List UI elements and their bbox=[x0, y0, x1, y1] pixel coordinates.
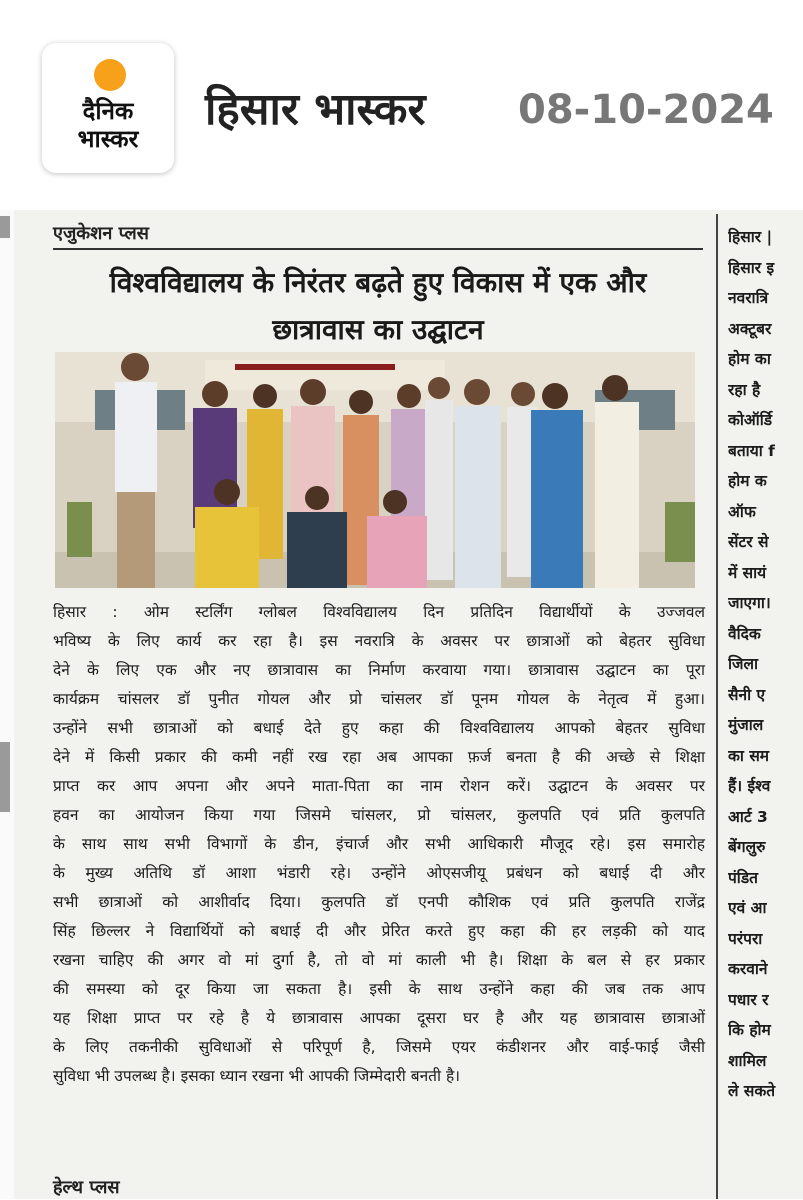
right-column-line: जिला bbox=[728, 655, 759, 673]
body-line: सिंह छिल्लर ने विद्यार्थियों को बधाई दी और प्रेरित करते हुए कहा की हर लड़की को याद bbox=[53, 922, 705, 940]
body-line: भविष्य के लिए कार्य कर रहा है। इस नवरात्रि के अवसर पर छात्राओं को बेहतर सुविधा bbox=[53, 632, 705, 650]
group-photo-illustration bbox=[55, 352, 695, 588]
right-column-line: ले सकते bbox=[728, 1082, 776, 1100]
body-line: प्राप्त कर आप अपना और अपने माता-पिता का नाम रोशन करें। उद्घाटन के अवसर पर bbox=[53, 777, 705, 795]
section-label: एजुकेशन प्लस bbox=[53, 222, 703, 250]
body-line: देने के लिए एक और नए छात्रावास का निर्माण करवाया गया। छात्रावास उद्घाटन का पूरा bbox=[53, 661, 705, 679]
right-column-line: परंपरा bbox=[728, 929, 763, 948]
edition-date: 08-10-2024 bbox=[518, 87, 774, 133]
right-column-line: नवरात्रि bbox=[728, 289, 769, 307]
body-line: के साथ साथ सभी विभागों के डीन, इंचार्ज और सभी आधिकारी मौजूद रहे। इस समारोह bbox=[53, 835, 705, 853]
right-column-line: पंडित bbox=[728, 868, 758, 887]
right-column-line: कि होम bbox=[728, 1021, 771, 1039]
right-column-line: होम क bbox=[728, 472, 767, 490]
right-column-clipped bbox=[728, 222, 803, 1199]
logo-text-line1: दैनिक bbox=[82, 97, 134, 125]
logo-text-line2: भास्कर bbox=[77, 125, 139, 153]
right-column-line: बेंगलुरु bbox=[728, 838, 766, 856]
right-column-line: बताया f bbox=[728, 441, 775, 460]
right-column-line: हिसार इ bbox=[728, 258, 775, 277]
right-column-line: का सम bbox=[728, 746, 770, 765]
screenshot-header bbox=[0, 0, 803, 200]
left-edge-mark bbox=[0, 216, 10, 238]
body-line: उन्होंने सभी छात्राओं को बधाई देते हुए कहा की विश्वविद्यालय आपको बेहतर सुविधा bbox=[53, 719, 705, 737]
column-divider bbox=[716, 214, 718, 1199]
left-column-edge bbox=[0, 210, 14, 1199]
right-column-line: रहा है bbox=[728, 380, 761, 399]
right-column-line: ऑफ bbox=[728, 502, 756, 521]
right-column-line: करवाने bbox=[728, 960, 768, 978]
right-column-line: हिसार | bbox=[728, 228, 773, 246]
edition-title: हिसार भास्कर bbox=[205, 84, 426, 135]
body-line: सभी छात्राओं को आशीर्वाद दिया। कुलपति डॉ एनपी कौशिक एवं प्रति कुलपति राजेंद्र bbox=[53, 893, 705, 911]
right-column-line: कोऑर्डि bbox=[728, 411, 773, 429]
left-edge-mark bbox=[0, 742, 10, 812]
body-line: हवन का आयोजन किया गया जिसमे चांसलर, प्रो चांसलर, कुलपति एवं प्रति कुलपति bbox=[53, 806, 705, 824]
body-line: सुविधा भी उपलब्ध है। इसका ध्यान रखना भी आपकी जिम्मेदारी बनती है। bbox=[53, 1067, 461, 1085]
body-line: देने में किसी प्रकार की कमी नहीं रख रहा अब आपका फ़र्ज बनता है की अच्छे से शिक्षा bbox=[53, 748, 705, 766]
body-line: हिसार : ओम स्टर्लिंग ग्लोबल विश्वविद्यालय दिन प्रतिदिन विद्यार्थीयों के उज्जवल bbox=[53, 603, 705, 621]
right-column-line: अक्टूबर bbox=[728, 319, 772, 338]
right-column-line: वैदिक bbox=[728, 624, 761, 643]
body-line: कार्यक्रम चांसलर डॉ पुनीत गोयल और प्रो चांसलर डॉ पूनम गोयल के नेतृत्व में हुआ। bbox=[53, 690, 705, 708]
right-column-line: एवं आ bbox=[728, 899, 767, 917]
right-column-line: मुंजाल bbox=[728, 716, 764, 734]
body-line: यह शिक्षा प्राप्त पर रहे है ये छात्रावास आपका दूसरा घर है और यह छात्रावास छात्राओं bbox=[53, 1009, 705, 1027]
right-column-line: में सायं bbox=[728, 563, 767, 582]
right-column-line: जाएगा। bbox=[728, 594, 771, 612]
body-line: की समस्या को दूर किया जा सकता है। इसी के साथ उन्होंने कहा की जब तक आप bbox=[53, 980, 705, 998]
headline-line2: छात्रावास का उद्घाटन bbox=[272, 313, 484, 346]
right-column-line: सेंटर से bbox=[728, 533, 769, 551]
sun-icon bbox=[94, 59, 126, 91]
headline-line1: विश्वविद्यालय के निरंतर बढ़ते हुए विकास में एक और bbox=[109, 266, 647, 299]
body-line: के मुख्य अतिथि डॉ आशा भंडारी रहे। उन्होंने ओएसजीयू प्रबंधन को बधाई दी और bbox=[53, 864, 705, 882]
right-column-line: शामिल bbox=[728, 1051, 767, 1070]
right-column-line: होम का bbox=[728, 350, 771, 368]
article-body bbox=[53, 598, 705, 1091]
body-line: के लिए तकनीकी सुविधाओं से परिपूर्ण है, जिसमे एयर कंडीशनर और वाई-फाई जैसी bbox=[53, 1038, 705, 1056]
right-column-line: पधार र bbox=[728, 990, 769, 1009]
right-column-line: सैनी ए bbox=[728, 685, 766, 704]
right-column-line: हैं। ईश्व bbox=[728, 777, 771, 795]
next-section-label: हेल्थ प्लस bbox=[53, 1177, 120, 1198]
body-line: रखना चाहिए की अगर वो मां दुर्गा है, तो वो मां काली भी है। शिक्षा के बल से हर प्रकार bbox=[53, 951, 705, 969]
right-column-line: आर्ट 3 bbox=[728, 807, 768, 826]
dainik-bhaskar-logo bbox=[42, 43, 174, 173]
group-photo bbox=[55, 352, 695, 588]
